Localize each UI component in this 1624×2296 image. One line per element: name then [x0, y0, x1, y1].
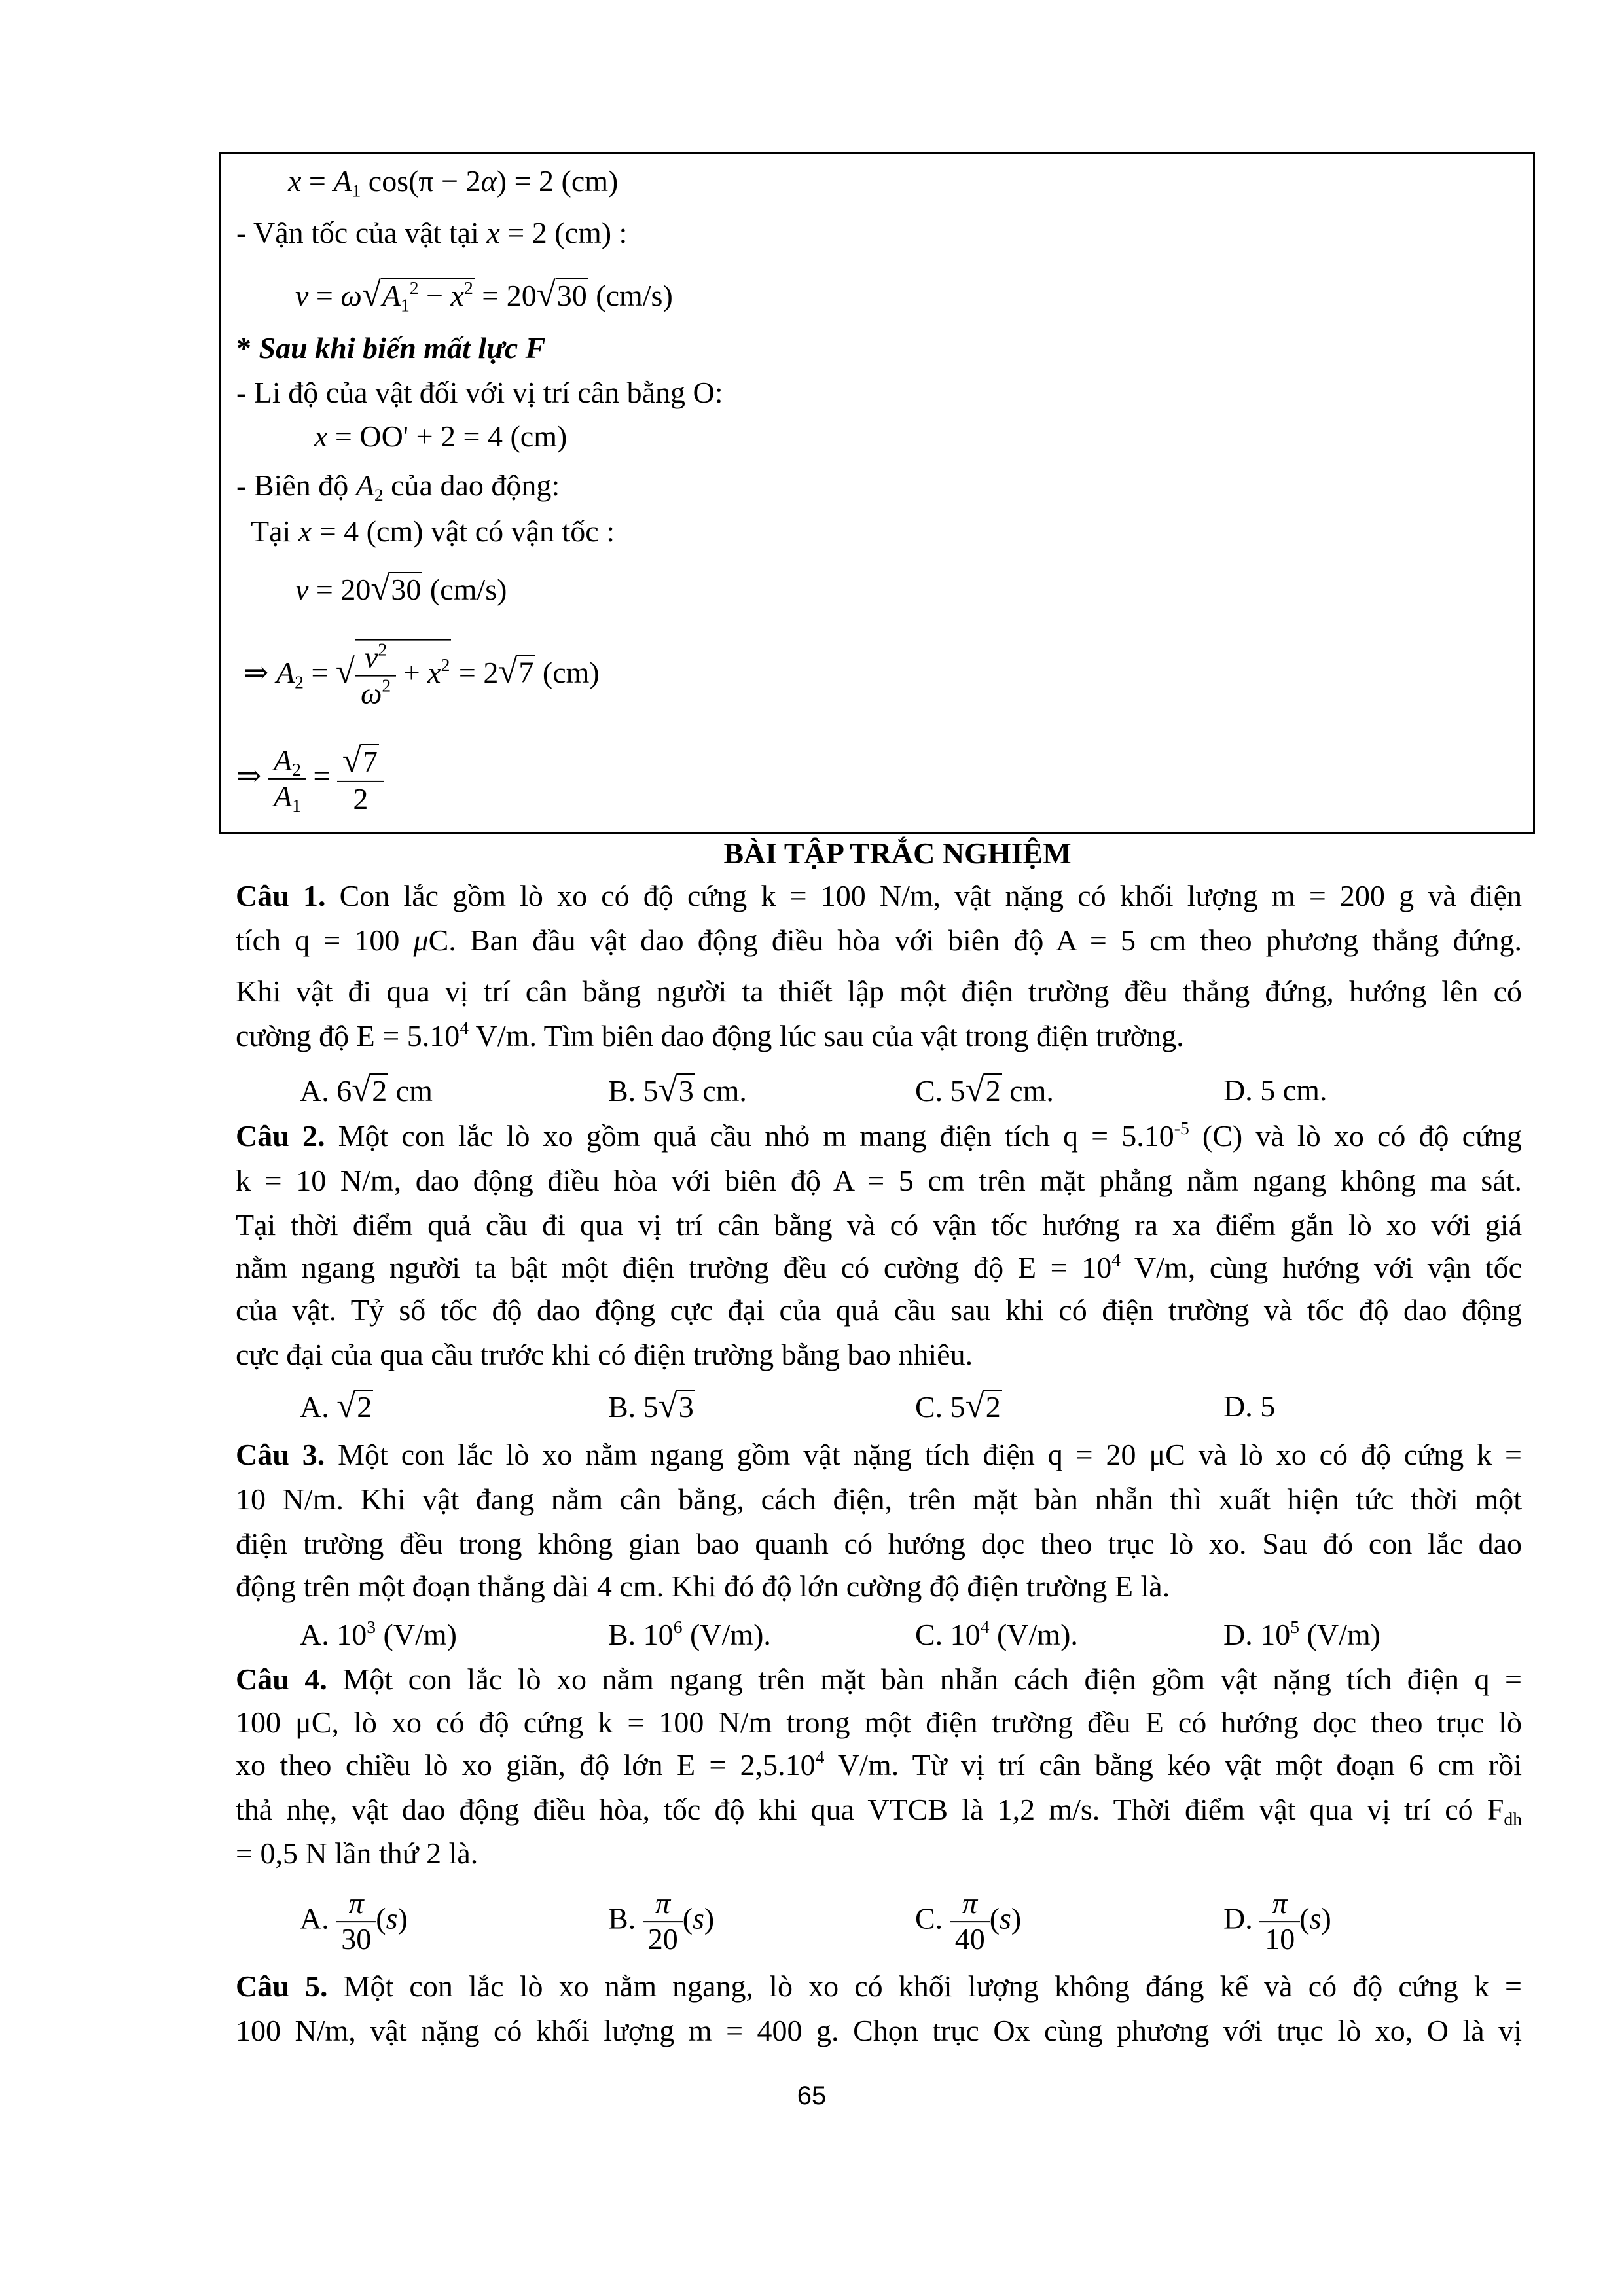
text-run: =: [301, 164, 334, 198]
text-run: (: [376, 1901, 386, 1935]
question-line: [236, 1433, 1522, 1477]
text-run: −: [418, 279, 451, 312]
text-run: V/m, cùng hướng với vận tốc: [1121, 1251, 1522, 1284]
text-run: Con lắc gồm lò xo có độ cứng k = 100 N/m, vật nặng có khối lượng m = 200 g và điện: [325, 879, 1522, 912]
text-run: = OO' + 2 = 4 (cm): [327, 420, 568, 453]
text-run: cm.: [1001, 1074, 1054, 1107]
text-run: 30: [341, 1922, 372, 1956]
fraction: [952, 1886, 988, 1957]
answer-option-A[interactable]: [300, 1384, 373, 1428]
math-variable: π: [348, 1886, 364, 1920]
square-root: [352, 1068, 388, 1113]
text-run: (cm/s): [588, 279, 673, 312]
math-variable: v: [364, 640, 378, 674]
text-run: = 0,5 N lần thứ 2 là.: [236, 1837, 478, 1870]
answer-option-D[interactable]: [1223, 1886, 1331, 1957]
answer-option-C[interactable]: [915, 1384, 1002, 1428]
math-variable: A: [333, 164, 352, 198]
question-line: [236, 1657, 1522, 1701]
text-run: (V/m): [1299, 1618, 1380, 1651]
text-run: C. Ban đầu vật dao động điều hòa với biên độ A = 5 cm theo phương thẳng đứng.: [428, 924, 1522, 957]
square-root: [537, 273, 588, 317]
text-run: 2: [357, 1390, 372, 1424]
question-line: [236, 969, 1522, 1013]
solution-line: [314, 414, 567, 458]
text-run: +: [395, 656, 428, 690]
numerator: [960, 1886, 980, 1921]
radicand: [370, 1073, 388, 1108]
text-run: tích q = 100: [236, 924, 414, 957]
superscript: 2: [441, 655, 450, 675]
math-variable: A: [276, 656, 295, 690]
text-run: cm: [388, 1074, 433, 1107]
text-run: = 2: [451, 656, 499, 690]
answer-option-D[interactable]: [1223, 1068, 1327, 1112]
text-run: (C) và lò xo có độ cứng: [1189, 1119, 1522, 1153]
solution-line: [295, 567, 507, 611]
numerator: [271, 744, 304, 778]
text-run: 7: [362, 744, 378, 778]
question-line: [236, 1964, 1522, 2008]
question-line: [236, 1831, 1522, 1875]
question-line: [236, 1333, 1522, 1376]
text-run: 7: [518, 656, 534, 690]
square-root: [498, 651, 535, 692]
question-line: [236, 1014, 1522, 1058]
superscript: 3: [367, 1617, 376, 1638]
text-run: Một con lắc lò xo gồm quả cầu nhỏ m mang điện tích q = 5.10: [325, 1119, 1174, 1153]
math-variable: π: [1272, 1886, 1288, 1920]
radical-sign-icon: √: [965, 1387, 984, 1425]
text-run: động trên một đoạn thẳng dài 4 cm. Khi đó độ lớn cường độ điện trường E là.: [236, 1570, 1170, 1603]
denominator: [336, 1921, 376, 1957]
radicand: [381, 278, 475, 313]
radical-sign-icon: √: [335, 653, 355, 691]
fraction: [645, 1886, 681, 1957]
math-variable: π: [655, 1886, 671, 1920]
text-run: A.: [300, 1390, 337, 1424]
text-run: điện trường đều trong không gian bao quanh có hướng dọc theo trục lò xo. Sau đó con lắc dao: [236, 1527, 1522, 1560]
answer-option-A[interactable]: [300, 1613, 457, 1657]
radical-sign-icon: √: [536, 276, 556, 314]
text-run: Tại thời điểm quả cầu đi qua vị trí cân bằng và có vận tốc hướng ra xa điểm gắn lò xo với giá: [236, 1208, 1522, 1242]
text-run: C. 5: [915, 1390, 965, 1424]
text-run: 40: [954, 1922, 985, 1956]
denominator: [643, 1921, 683, 1957]
question-line: [236, 1522, 1522, 1566]
superscript: 2: [378, 639, 388, 660]
text-run: D.: [1223, 1901, 1261, 1935]
math-variable: s: [386, 1901, 398, 1935]
subscript: 2: [374, 484, 384, 505]
answer-option-B[interactable]: [608, 1886, 714, 1957]
superscript: 2: [463, 278, 473, 298]
denominator: [950, 1921, 990, 1957]
numerator: [340, 741, 382, 781]
text-run: = 20: [308, 573, 371, 606]
math-variable: A: [382, 279, 401, 312]
text-run: V/m. Tìm biên dao động lúc sau của vật trong điện trường.: [469, 1019, 1184, 1052]
text-run: C. 10: [915, 1618, 981, 1651]
answer-option-A[interactable]: [300, 1886, 408, 1957]
text-run: Tại: [251, 514, 298, 548]
solution-line: [295, 273, 673, 317]
text-run: (V/m).: [682, 1618, 771, 1651]
solution-line: [236, 211, 627, 255]
text-run: - Li độ của vật đối với vị trí cân bằng O:: [236, 376, 723, 409]
answer-option-C[interactable]: [915, 1068, 1054, 1112]
bold-text: Câu 5.: [236, 1969, 328, 2003]
denominator: [268, 778, 306, 814]
superscript: 4: [980, 1617, 990, 1638]
square-root: [342, 741, 379, 781]
radicand: [355, 1390, 373, 1424]
math-variable: s: [1000, 1901, 1011, 1935]
bold-text: Câu 1.: [236, 879, 326, 912]
fraction: [340, 741, 382, 817]
text-run: ): [704, 1901, 715, 1935]
text-run: A.: [300, 1901, 337, 1935]
answer-option-B[interactable]: [608, 1068, 747, 1112]
subscript: 1: [401, 295, 410, 315]
bold-italic-heading: Sau khi biến mất lực F: [259, 331, 546, 365]
square-root: [336, 639, 451, 711]
bold-text: Câu 3.: [236, 1438, 325, 1471]
radicand: [556, 278, 588, 313]
text-run: - Biên độ: [236, 469, 356, 502]
text-run: 2: [985, 1390, 1001, 1424]
numerator: [346, 1886, 367, 1921]
text-run: ): [1011, 1901, 1022, 1935]
text-run: ⇒: [236, 759, 270, 793]
superscript: 4: [1111, 1249, 1121, 1270]
superscript: -5: [1174, 1118, 1189, 1139]
question-line: [236, 1288, 1522, 1332]
solution-line: [244, 639, 600, 711]
math-variable: s: [693, 1901, 704, 1935]
math-variable: A: [355, 469, 374, 502]
text-run: của vật. Tỷ số tốc độ dao động cực đại của quả cầu sau khi có điện trường và tốc độ dao động: [236, 1293, 1522, 1327]
text-run: (: [682, 1901, 693, 1935]
text-run: A. 6: [300, 1074, 352, 1107]
text-run: 10: [1265, 1922, 1295, 1956]
radical-sign-icon: √: [361, 276, 381, 314]
answer-option-B[interactable]: [608, 1613, 771, 1657]
text-run: = 4 (cm) vật có vận tốc :: [312, 514, 615, 548]
text-run: 2: [985, 1074, 1001, 1107]
radicand: [389, 572, 422, 607]
math-variable: ω: [360, 676, 382, 710]
text-run: nằm ngang người ta bật một điện trường đều có cường độ E = 10: [236, 1251, 1112, 1284]
text-run: B. 5: [608, 1074, 659, 1107]
math-variable: A: [274, 743, 293, 777]
subscript: 2: [295, 672, 304, 692]
text-run: của dao động:: [383, 469, 560, 502]
superscript: 4: [460, 1018, 469, 1039]
square-root: [370, 567, 422, 611]
answer-option-A[interactable]: [300, 1068, 433, 1112]
radical-sign-icon: √: [658, 1387, 677, 1425]
math-variable: x: [450, 279, 464, 312]
solution-line: [251, 509, 615, 553]
denominator: [337, 781, 384, 817]
text-run: D. 5: [1223, 1390, 1276, 1423]
radical-sign-icon: √: [352, 1071, 371, 1109]
numerator: [1270, 1886, 1290, 1921]
question-line: [236, 918, 1522, 962]
superscript: 2: [409, 278, 419, 298]
text-run: 100 μC, lò xo có độ cứng k = 100 N/m trong một điện trường đều E có hướng dọc theo trục lò: [236, 1706, 1522, 1739]
question-line: [236, 1700, 1522, 1744]
text-run: k = 10 N/m, dao động điều hòa với biên độ A = 5 cm trên mặt phẳng nằm ngang không ma sát.: [236, 1164, 1522, 1197]
subscript: 1: [352, 180, 361, 201]
answer-option-C[interactable]: [915, 1613, 1078, 1657]
radical-sign-icon: √: [498, 653, 518, 691]
subscript: 2: [292, 759, 301, 780]
denominator: [355, 675, 396, 711]
text-run: (V/m).: [989, 1618, 1078, 1651]
answer-option-B[interactable]: [608, 1384, 695, 1428]
superscript: 6: [673, 1617, 683, 1638]
answer-option-C[interactable]: [915, 1886, 1021, 1957]
radicand: [984, 1390, 1002, 1424]
question-line: [236, 1743, 1522, 1787]
solution-line: [236, 370, 723, 414]
text-run: 20: [647, 1922, 678, 1956]
square-root: [659, 1384, 695, 1429]
text-run: ) = 2 (cm): [496, 164, 619, 198]
square-root: [965, 1068, 1002, 1113]
text-run: =: [308, 279, 341, 312]
square-root: [362, 273, 475, 317]
text-run: cực đại của qua cầu trước khi có điện trường bằng bao nhiêu.: [236, 1338, 973, 1371]
superscript: 2: [382, 675, 391, 696]
question-line: [236, 1564, 1522, 1608]
radicand: [355, 639, 451, 711]
text-run: 100 N/m, vật nặng có khối lượng m = 400 g. Chọn trục Ox cùng phương với trục lò xo, O là vị: [236, 2014, 1522, 2047]
radical-sign-icon: √: [370, 569, 390, 607]
fraction: [338, 1886, 374, 1957]
text-run: (: [1299, 1901, 1310, 1935]
math-variable: x: [427, 656, 441, 690]
superscript: 4: [815, 1747, 825, 1768]
radicand: [677, 1390, 695, 1424]
solution-line: [236, 326, 545, 370]
text-run: (: [989, 1901, 1000, 1935]
fraction: [1262, 1886, 1297, 1957]
text-run: Một con lắc lò xo nằm ngang trên mặt bàn nhẵn cách điện gồm vật nặng tích điện q =: [327, 1662, 1522, 1696]
text-run: V/m. Từ vị trí cân bằng kéo vật một đoạn 6 cm rồi: [824, 1748, 1522, 1782]
numerator: [653, 1886, 673, 1921]
answer-option-D[interactable]: [1223, 1613, 1380, 1657]
question-line: [236, 1203, 1522, 1247]
question-line: [236, 2009, 1522, 2053]
text-run: cos(π − 2: [361, 164, 481, 198]
subscript: 1: [292, 795, 301, 816]
text-run: = 20: [474, 279, 537, 312]
question-line: [236, 874, 1522, 918]
math-variable: v: [295, 573, 309, 606]
square-root: [965, 1384, 1002, 1429]
question-line: [236, 1114, 1522, 1158]
subscript: dh: [1504, 1808, 1522, 1829]
bold-text: Câu 4.: [236, 1662, 327, 1696]
text-run: =: [303, 656, 336, 690]
section-title: BÀI TẬP TRẮC NGHIỆM: [723, 836, 1072, 870]
text-run: ⇒: [244, 656, 277, 690]
solution-line: [236, 463, 560, 507]
text-run: (V/m): [376, 1618, 457, 1651]
text-run: - Vận tốc của vật tại: [236, 216, 487, 249]
math-variable: s: [1309, 1901, 1322, 1935]
text-run: B. 10: [608, 1618, 674, 1651]
bold-text: *: [236, 331, 259, 365]
radicand: [361, 744, 379, 779]
radical-sign-icon: √: [336, 1387, 356, 1425]
math-variable: π: [962, 1886, 978, 1920]
math-variable: v: [295, 279, 309, 312]
text-run: D. 5 cm.: [1223, 1073, 1327, 1107]
text-run: A. 10: [300, 1618, 367, 1651]
radicand: [984, 1073, 1002, 1108]
text-run: 2: [372, 1074, 388, 1107]
page-number: 65: [797, 2081, 827, 2110]
text-run: 30: [556, 279, 587, 312]
text-run: 3: [678, 1074, 694, 1107]
math-variable: ω: [340, 279, 362, 312]
text-run: cm.: [695, 1074, 747, 1107]
fraction: [271, 744, 304, 814]
text-run: =: [305, 759, 338, 793]
text-run: Một con lắc lò xo nằm ngang, lò xo có khối lượng không đáng kể và có độ cứng k =: [327, 1969, 1522, 2003]
radical-sign-icon: √: [658, 1071, 677, 1109]
text-run: thả nhẹ, vật dao động điều hòa, tốc độ khi qua VTCB là 1,2 m/s. Thời điểm vật qua vị trí có F: [236, 1793, 1504, 1826]
math-variable: x: [298, 514, 312, 548]
text-run: B.: [608, 1901, 643, 1935]
math-variable: A: [274, 779, 293, 813]
radical-sign-icon: √: [965, 1071, 984, 1109]
fraction: [358, 641, 393, 711]
bold-text: Câu 2.: [236, 1119, 325, 1153]
text-run: ): [1321, 1901, 1331, 1935]
text-run: B. 5: [608, 1390, 659, 1424]
text-run: xo theo chiều lò xo giãn, độ lớn E = 2,5.10: [236, 1748, 816, 1782]
text-run: 10 N/m. Khi vật đang nằm cân bằng, cách điện, trên mặt bàn nhẵn thì xuất hiện tức thời một: [236, 1482, 1522, 1516]
math-variable: x: [288, 164, 302, 198]
superscript: 5: [1290, 1617, 1300, 1638]
math-variable: x: [486, 216, 500, 249]
text-run: Khi vật đi qua vị trí cân bằng người ta thiết lập một điện trường đều thẳng đứng, hướng lên có: [236, 975, 1522, 1008]
text-run: (cm): [535, 656, 600, 690]
text-run: ): [397, 1901, 408, 1935]
text-run: cường độ E = 5.10: [236, 1019, 460, 1052]
question-line: [236, 1477, 1522, 1521]
math-variable: x: [314, 420, 328, 453]
radicand: [517, 655, 535, 690]
text-run: 30: [391, 573, 422, 606]
text-run: 3: [678, 1390, 694, 1424]
text-run: C.: [915, 1901, 950, 1935]
denominator: [1259, 1921, 1300, 1957]
square-root: [659, 1068, 695, 1113]
question-line: [236, 1158, 1522, 1202]
text-run: Một con lắc lò xo nằm ngang gồm vật nặng tích điện q = 20 μC và lò xo có độ cứng k =: [325, 1438, 1522, 1471]
solution-line: [236, 741, 384, 817]
text-run: = 2 (cm) :: [499, 216, 628, 249]
text-run: D. 10: [1223, 1618, 1291, 1651]
radical-sign-icon: √: [342, 741, 361, 780]
math-variable: α: [480, 164, 497, 198]
answer-option-D[interactable]: [1223, 1384, 1275, 1428]
question-line: [236, 1787, 1522, 1831]
question-line: [236, 1246, 1522, 1289]
radicand: [677, 1073, 695, 1108]
square-root: [336, 1384, 373, 1429]
text-run: C. 5: [915, 1074, 965, 1107]
math-variable: μ: [413, 924, 429, 957]
numerator: [362, 641, 389, 675]
text-run: (cm/s): [422, 573, 507, 606]
solution-line: [288, 159, 618, 203]
text-run: 2: [353, 781, 369, 816]
